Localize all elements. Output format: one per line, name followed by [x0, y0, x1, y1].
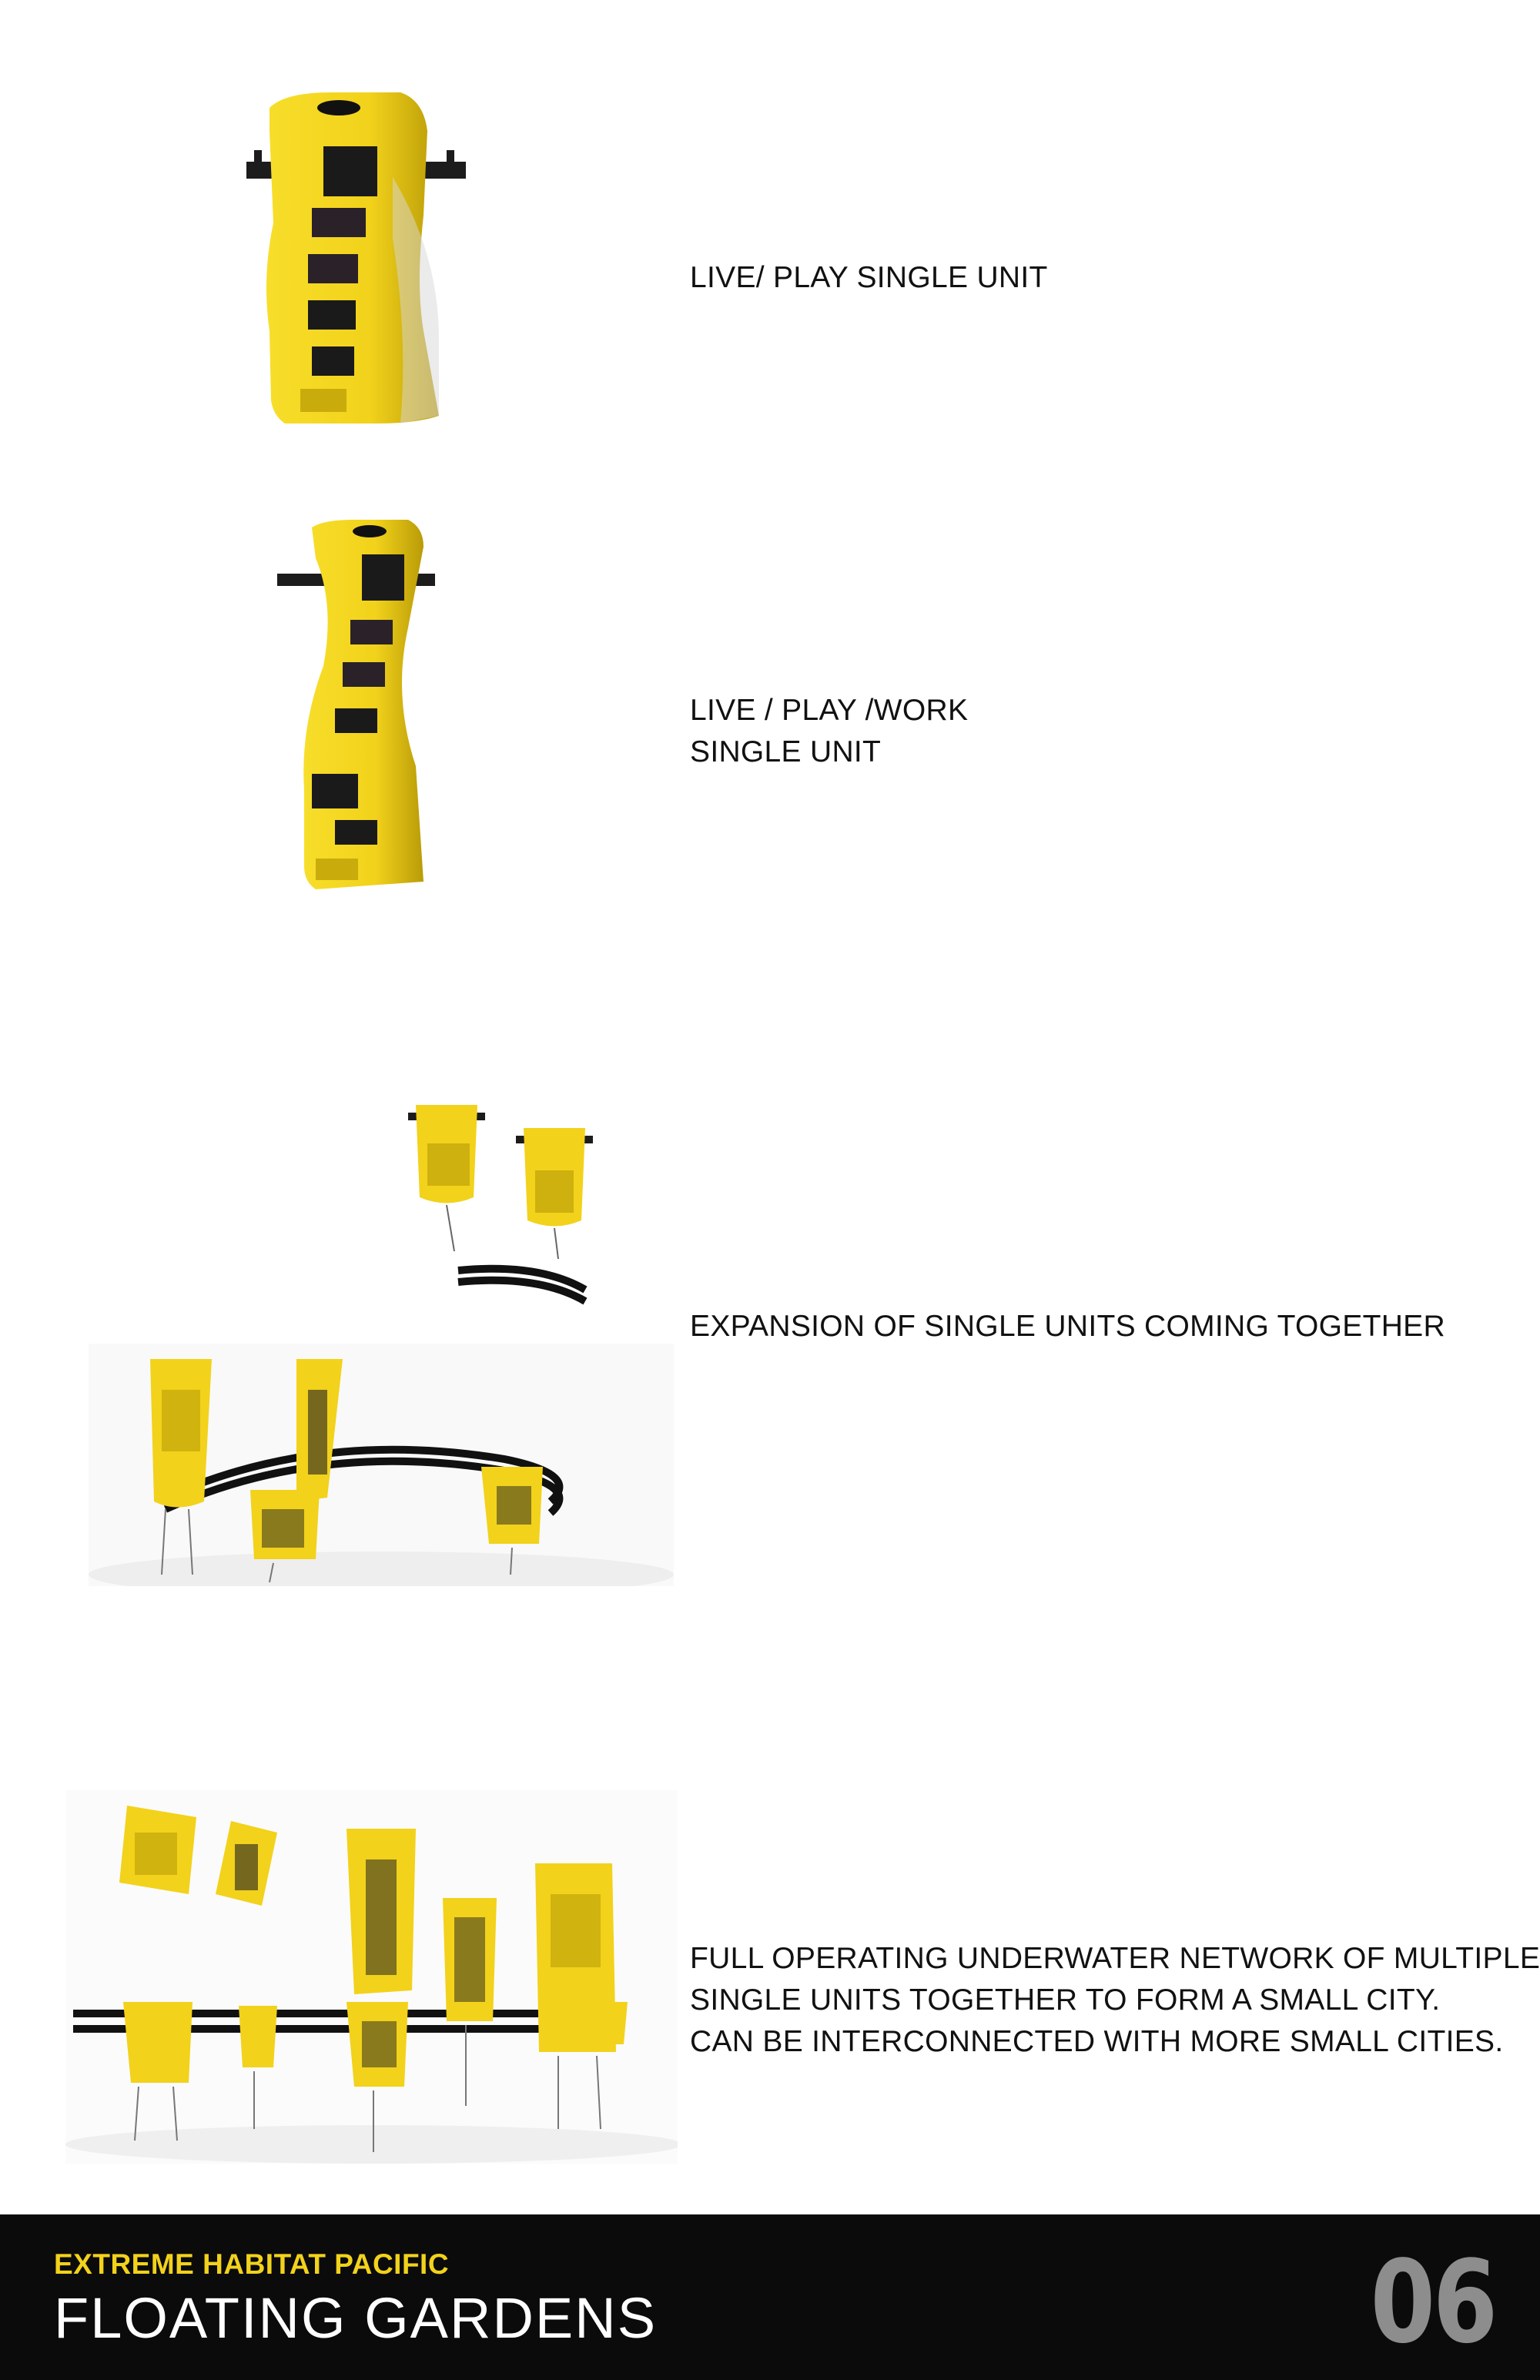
- caption-live-play-work: [690, 690, 968, 773]
- caption-line: LIVE/ PLAY SINGLE UNIT: [690, 261, 1048, 294]
- caption-line: LIVE / PLAY /WORK: [690, 694, 969, 727]
- caption-line: SINGLE UNIT: [690, 735, 882, 768]
- caption-expansion: [690, 1306, 1445, 1347]
- render-units-ring: [89, 1344, 674, 1586]
- caption-live-play: [690, 257, 1048, 299]
- caption-line: SINGLE UNITS TOGETHER TO FORM A SMALL CITY.: [690, 1983, 1441, 2017]
- render-city-network: [65, 1790, 678, 2164]
- caption-line: FULL OPERATING UNDERWATER NETWORK OF MULTIPLE: [690, 1942, 1540, 1975]
- footer-bar: [0, 2214, 1540, 2380]
- caption-line: CAN BE INTERCONNECTED WITH MORE SMALL CITIES.: [690, 2025, 1504, 2058]
- project-subtitle: EXTREME HABITAT PACIFIC: [54, 2248, 450, 2280]
- caption-line: EXPANSION OF SINGLE UNITS COMING TOGETHER: [690, 1310, 1445, 1343]
- render-two-units: [400, 1097, 601, 1305]
- caption-full-network: [690, 1938, 1540, 2063]
- project-title: FLOATING GARDENS: [54, 2286, 658, 2350]
- render-live-play-work-unit: [270, 512, 447, 897]
- page-number: 06: [1370, 2236, 1495, 2368]
- render-single-unit: [239, 85, 470, 431]
